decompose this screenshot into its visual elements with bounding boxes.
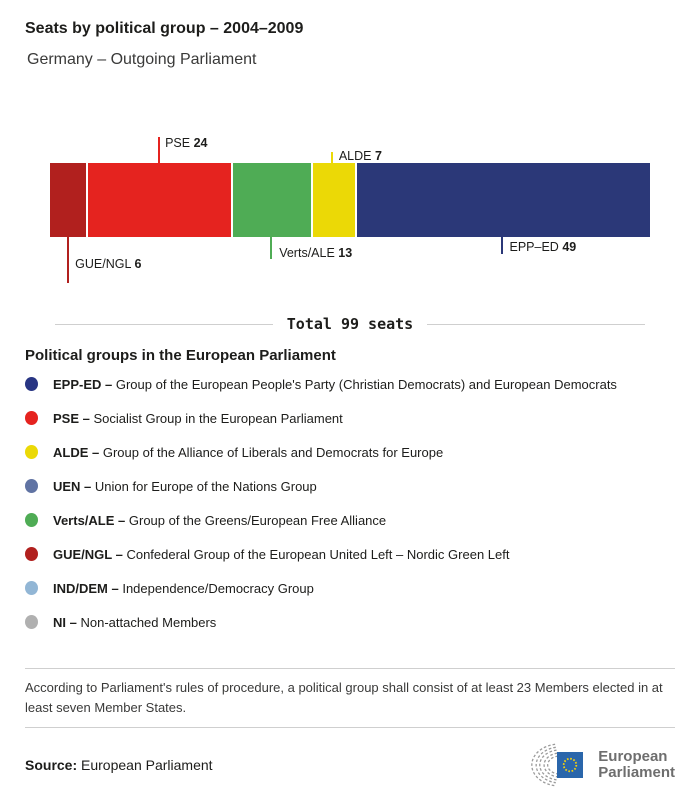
chart-labels-below [50, 237, 650, 289]
group-label [53, 377, 617, 392]
group-desc: Group of the Alliance of Liberals and Democrats for Europe [102, 444, 444, 460]
total-rule-right [427, 324, 645, 325]
group-label [53, 615, 216, 630]
bar-segment-alde [313, 163, 355, 237]
ep-logo-text [598, 749, 675, 782]
hemicycle-arcs [532, 745, 558, 786]
bar-segment-gue-ngl [50, 163, 86, 237]
ep-logo-line1: European [598, 747, 668, 765]
group-color-dot [25, 513, 38, 527]
group-abbr: EPP-ED – [53, 376, 116, 392]
page-subtitle: Germany – Outgoing Parliament [27, 51, 257, 68]
bar-segment-verts-ale [233, 163, 311, 237]
group-label [53, 479, 317, 494]
legend-item [25, 537, 675, 571]
group-desc: Independence/Democracy Group [122, 580, 314, 596]
seat-chart [50, 129, 650, 289]
group-desc: Group of the European People's Party (Christian Democrats) and European Democrats [115, 376, 617, 392]
group-color-dot [25, 615, 38, 629]
stacked-bar [50, 163, 650, 237]
legend-item [25, 401, 675, 435]
legend-item [25, 571, 675, 605]
bar-label-pse: PSE 24 [165, 136, 208, 150]
bar-segment-pse [88, 163, 232, 237]
source-line [25, 757, 213, 773]
group-color-dot [25, 581, 38, 595]
callout-line [270, 237, 272, 259]
infographic-page [0, 20, 700, 788]
group-abbr: UEN – [53, 478, 95, 494]
total-rule-left [55, 324, 273, 325]
callout-line [501, 237, 503, 254]
group-label [53, 581, 314, 596]
group-color-dot [25, 479, 38, 493]
group-abbr: PSE – [53, 410, 94, 426]
eu-flag-square [557, 752, 583, 778]
footer [25, 742, 675, 788]
group-color-dot [25, 445, 38, 459]
total-seats-label: Total 99 seats [286, 315, 414, 333]
bar-label-gue-ngl: GUE/NGL 6 [75, 257, 142, 271]
bar-label-epp-ed: EPP–ED 49 [509, 240, 577, 254]
group-desc: Union for Europe of the Nations Group [94, 478, 317, 494]
callout-line [67, 237, 69, 283]
group-desc: Socialist Group in the European Parliament [93, 410, 343, 426]
ep-logo-line2: Parliament [598, 764, 675, 782]
legend-item [25, 605, 675, 639]
group-abbr: NI – [53, 614, 81, 630]
page-title: Seats by political group – 2004–2009 [25, 20, 304, 37]
bar-segment-epp-ed [357, 163, 650, 237]
legend-item [25, 503, 675, 537]
legend-item [25, 367, 675, 401]
legend-heading: Political groups in the European Parliament [25, 347, 336, 364]
legend-item [25, 435, 675, 469]
callout-line [158, 137, 160, 163]
chart-labels-above [50, 129, 650, 163]
legend [25, 367, 675, 639]
ep-logo [525, 742, 675, 788]
ep-hemicycle-icon [525, 742, 591, 788]
group-abbr: IND/DEM – [53, 580, 123, 596]
bar-label-verts-ale: Verts/ALE 13 [279, 246, 353, 260]
group-abbr: ALDE – [53, 444, 103, 460]
footnote-text: According to Parliament's rules of procedure, a political group shall consist of at least 23 Members elected in at least seven Member States. [25, 668, 675, 728]
group-color-dot [25, 547, 38, 561]
bar-label-alde: ALDE 7 [338, 149, 382, 163]
group-abbr: Verts/ALE – [53, 512, 129, 528]
group-label [53, 547, 509, 562]
source-value: European Parliament [81, 757, 213, 774]
group-color-dot [25, 411, 38, 425]
group-label [53, 411, 343, 426]
callout-line [331, 152, 333, 163]
group-desc: Group of the Greens/European Free Alliance [128, 512, 387, 528]
group-label [53, 445, 443, 460]
group-label [53, 513, 386, 528]
legend-item [25, 469, 675, 503]
source-label: Source: [25, 757, 78, 774]
group-desc: Non-attached Members [80, 614, 217, 630]
group-abbr: GUE/NGL – [53, 546, 127, 562]
group-color-dot [25, 377, 38, 391]
total-seats-row [55, 315, 645, 333]
group-desc: Confederal Group of the European United Left – Nordic Green Left [126, 546, 510, 562]
